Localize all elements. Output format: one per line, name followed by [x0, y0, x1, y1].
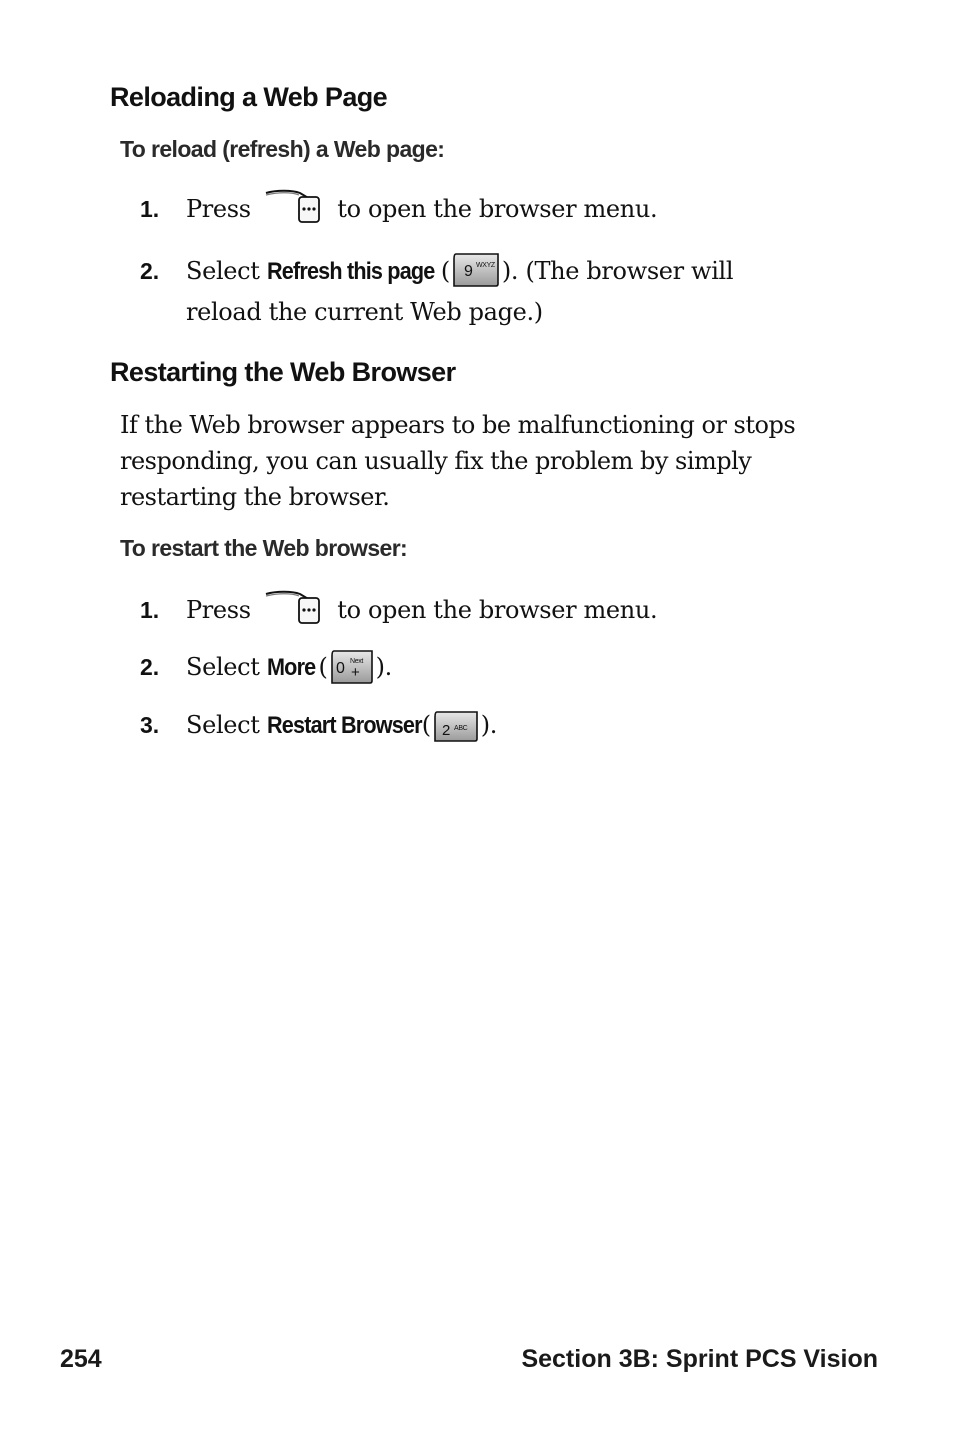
key-sub-label: Next — [349, 657, 363, 665]
step-number: 1. — [140, 196, 160, 222]
step-text-after: to open the browser menu. — [337, 195, 658, 223]
menu-item-name: Restart Browser — [266, 712, 422, 739]
step-text — [186, 592, 657, 630]
step-number: 2. — [140, 258, 160, 284]
paragraph-line: If the Web browser appears to be malfunctioning or stops — [120, 411, 796, 439]
key-0-next-icon — [328, 648, 376, 686]
key-main-label: 9 — [463, 262, 473, 280]
key-main-label: 0 — [335, 659, 345, 677]
step-text — [186, 191, 657, 229]
step-text — [186, 707, 497, 745]
step-text-before: Select — [186, 257, 260, 285]
step-number: 2. — [140, 654, 160, 680]
body-paragraph — [120, 407, 795, 516]
step-number: 1. — [140, 597, 160, 623]
instruction-lead-restart: To restart the Web browser: — [120, 535, 408, 561]
step-text-before: Press — [186, 596, 251, 624]
step-text-after: ). — [375, 653, 392, 681]
paragraph-line: restarting the browser. — [120, 483, 390, 511]
step-text-continued: reload the current Web page.) — [186, 298, 543, 326]
step-text-after: ). (The browser will — [501, 257, 734, 285]
step-text-before: Select — [186, 653, 260, 681]
key-main-label: 2 — [441, 721, 450, 739]
key-sub-symbol: + — [350, 663, 359, 681]
menu-item-name: More — [266, 654, 316, 681]
key-2-abc-icon — [431, 708, 481, 744]
step-text — [186, 253, 733, 292]
step-text-before: Select — [186, 711, 260, 739]
step-text-after: ). — [480, 711, 498, 739]
menu-item-name: Refresh this page — [266, 258, 435, 285]
key-9-wxyz-icon — [450, 251, 502, 289]
menu-softkey-icon — [264, 590, 322, 626]
paren-open: ( — [440, 257, 450, 285]
paragraph-line: responding, you can usually fix the problem by simply — [120, 447, 752, 475]
step-number: 3. — [140, 712, 160, 738]
paren-open: ( — [318, 653, 328, 681]
key-sub-label: ABC — [453, 724, 468, 732]
menu-softkey-icon — [264, 189, 322, 225]
key-sub-label: WXYZ — [475, 261, 495, 269]
step-text — [186, 649, 392, 688]
step-text-after: to open the browser menu. — [337, 596, 658, 624]
section-heading-reloading: Reloading a Web Page — [110, 82, 388, 112]
step-text-before: Press — [186, 195, 251, 223]
section-title: Section 3B: Sprint PCS Vision — [521, 1345, 878, 1373]
paren-open: ( — [421, 711, 431, 739]
instruction-lead-reload: To reload (refresh) a Web page: — [120, 136, 445, 162]
section-heading-restarting: Restarting the Web Browser — [110, 357, 456, 387]
page-number: 254 — [60, 1345, 102, 1373]
